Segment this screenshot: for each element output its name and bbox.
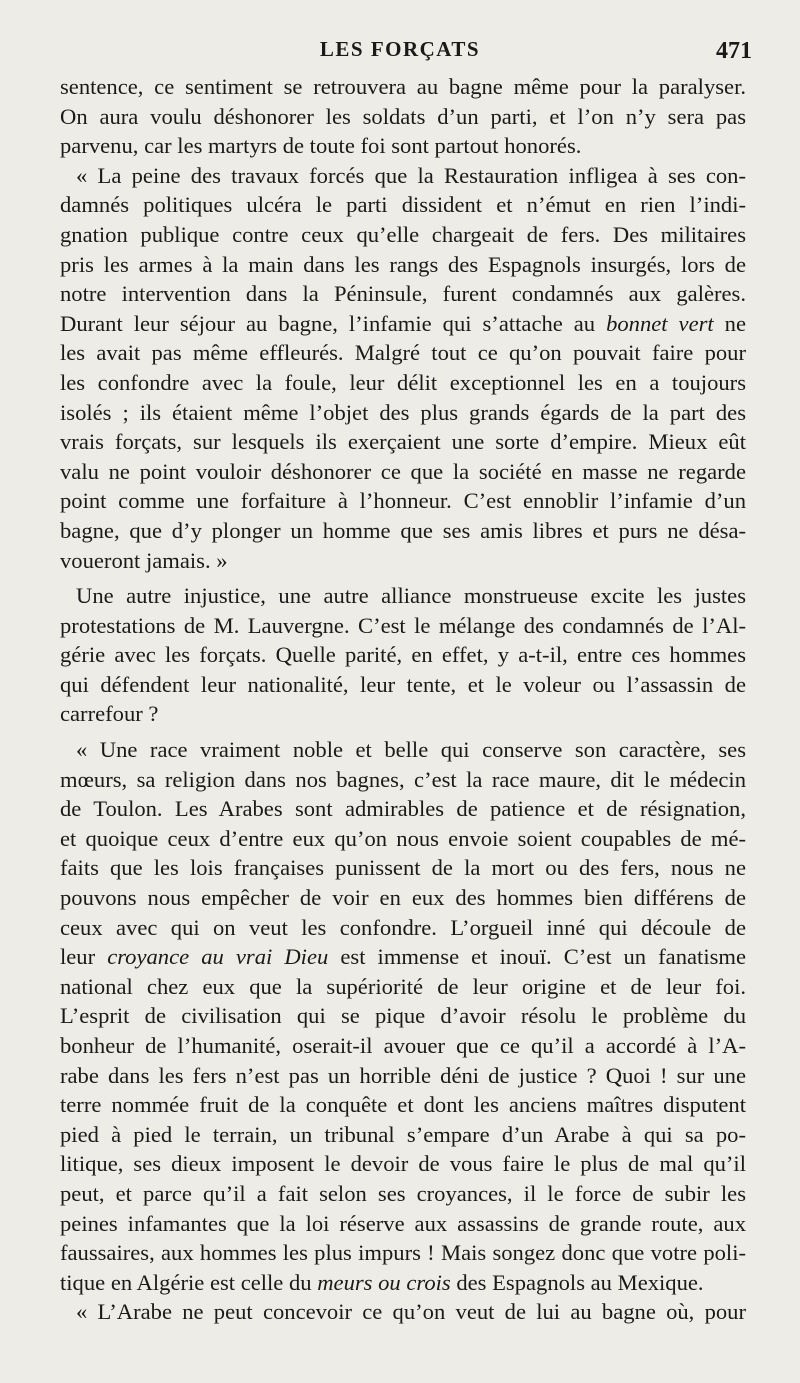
text-line: ceux avec qui on veut les confondre. L’orgueil inné qui découle de	[60, 914, 746, 940]
text-line: pouvons nous empêcher de voir en eux des hommes bien différens de	[60, 885, 746, 911]
italic-phrase: croyance au vrai Dieu	[107, 944, 329, 970]
text-line: mœurs, sa religion dans nos bagnes, c’est la race maure, dit le médecin	[60, 766, 746, 792]
text-line: qui défendent leur nationalité, leur tente, et le voleur ou l’assassin de	[60, 671, 746, 697]
text-line: bonheur de l’humanité, oserait-il avouer que ce qu’il a accordé à l’A-	[60, 1033, 746, 1058]
text-line: les avait pas même effleurés. Malgré tout ce qu’on pouvait faire pour	[60, 340, 746, 366]
text-line: bagne, que d’y plonger un homme que ses amis libres et purs ne désa-	[60, 517, 746, 543]
text-line: terre nommée fruit de la conquête et dont les anciens maîtres disputent	[60, 1092, 746, 1118]
text-line: isolés ; ils étaient même l’objet des plus grands égards de la part des	[60, 399, 746, 425]
running-title: LES FORÇATS	[319, 37, 481, 61]
text-line: vrais forçats, sur lesquels ils exerçaient une sorte d’empire. Mieux eût	[60, 429, 746, 455]
text-line: voueront jamais. »	[60, 547, 228, 573]
text-line: gnation publique contre ceux qu’elle chargeait de fers. Des militaires	[60, 221, 746, 247]
text-line: les confondre avec la foule, leur délit exceptionnel les en a toujours	[60, 369, 746, 395]
text-line: faussaires, aux hommes les plus impurs ! Mais songez donc que votre poli-	[60, 1240, 746, 1266]
text-line: carrefour ?	[60, 701, 159, 727]
text-line: « Une race vraiment noble et belle qui conserve son caractère, ses	[76, 737, 746, 763]
running-header	[0, 34, 800, 64]
text-line: tique en Algérie est celle du meurs ou crois des Espagnols au Mexique.	[60, 1269, 704, 1295]
text-line: leur croyance au vrai Dieu est immense et inouï. C’est un fanatisme	[60, 944, 746, 970]
text-line: Durant leur séjour au bagne, l’infamie qui s’attache au bonnet vert ne	[60, 310, 746, 336]
text-line: pris les armes à la main dans les rangs des Espagnols insurgés, lors de	[60, 251, 746, 277]
text-line: sentence, ce sentiment se retrouvera au bagne même pour la paralyser.	[60, 74, 746, 99]
text-line: litique, ses dieux imposent le devoir de vous faire le plus de mal qu’il	[60, 1151, 746, 1177]
text-line: peut, et parce qu’il a fait selon ses croyances, il le force de subir les	[60, 1180, 746, 1206]
text-line: « La peine des travaux forcés que la Restauration infligea à ses con-	[76, 162, 746, 188]
text-line: gérie avec les forçats. Quelle parité, en effet, y a-t-il, entre ces hommes	[60, 642, 746, 668]
text-line: point comme une forfaiture à l’honneur. C’est ennoblir l’infamie d’un	[60, 488, 746, 514]
text-line: Une autre injustice, une autre alliance monstrueuse excite les justes	[76, 583, 746, 609]
body-text	[60, 72, 746, 1327]
text-line: rabe dans les fers n’est pas un horrible déni de justice ? Quoi ! sur une	[60, 1062, 746, 1088]
text-line: notre intervention dans la Péninsule, furent condamnés aux galères.	[60, 281, 746, 307]
text-line: national chez eux que la supériorité de leur origine et de leur foi.	[60, 973, 746, 999]
text-line: faits que les lois françaises punissent de la mort ou des fers, nous ne	[60, 855, 746, 881]
text-line: peines infamantes que la loi réserve aux assassins de grande route, aux	[60, 1210, 746, 1236]
text-line: damnés politiques ulcéra le parti dissident et n’émut en rien l’indi-	[60, 192, 746, 218]
text-line: et quoique ceux d’entre eux qu’on nous envoie soient coupables de mé-	[60, 825, 746, 851]
italic-phrase: meurs ou crois	[317, 1269, 451, 1295]
page-number: 471	[716, 38, 752, 64]
text-line: « L’Arabe ne peut concevoir ce qu’on veut de lui au bagne où, pour	[76, 1299, 746, 1325]
text-line: On aura voulu déshonorer les soldats d’un parti, et l’on n’y sera pas	[60, 103, 746, 129]
text-line: parvenu, car les martyrs de toute foi sont partout honorés.	[60, 133, 582, 159]
italic-phrase: bonnet vert	[606, 310, 714, 336]
text-line: valu ne point vouloir déshonorer ce que la société en masse ne regarde	[60, 458, 746, 484]
text-line: pied à pied le terrain, un tribunal s’empare d’un Arabe à qui sa po-	[60, 1121, 746, 1147]
text-line: protestations de M. Lauvergne. C’est le mélange des condamnés de l’Al-	[60, 612, 746, 638]
text-line: L’esprit de civilisation qui se pique d’avoir résolu le problème du	[60, 1003, 746, 1029]
text-line: de Toulon. Les Arabes sont admirables de patience et de résignation,	[60, 796, 746, 822]
